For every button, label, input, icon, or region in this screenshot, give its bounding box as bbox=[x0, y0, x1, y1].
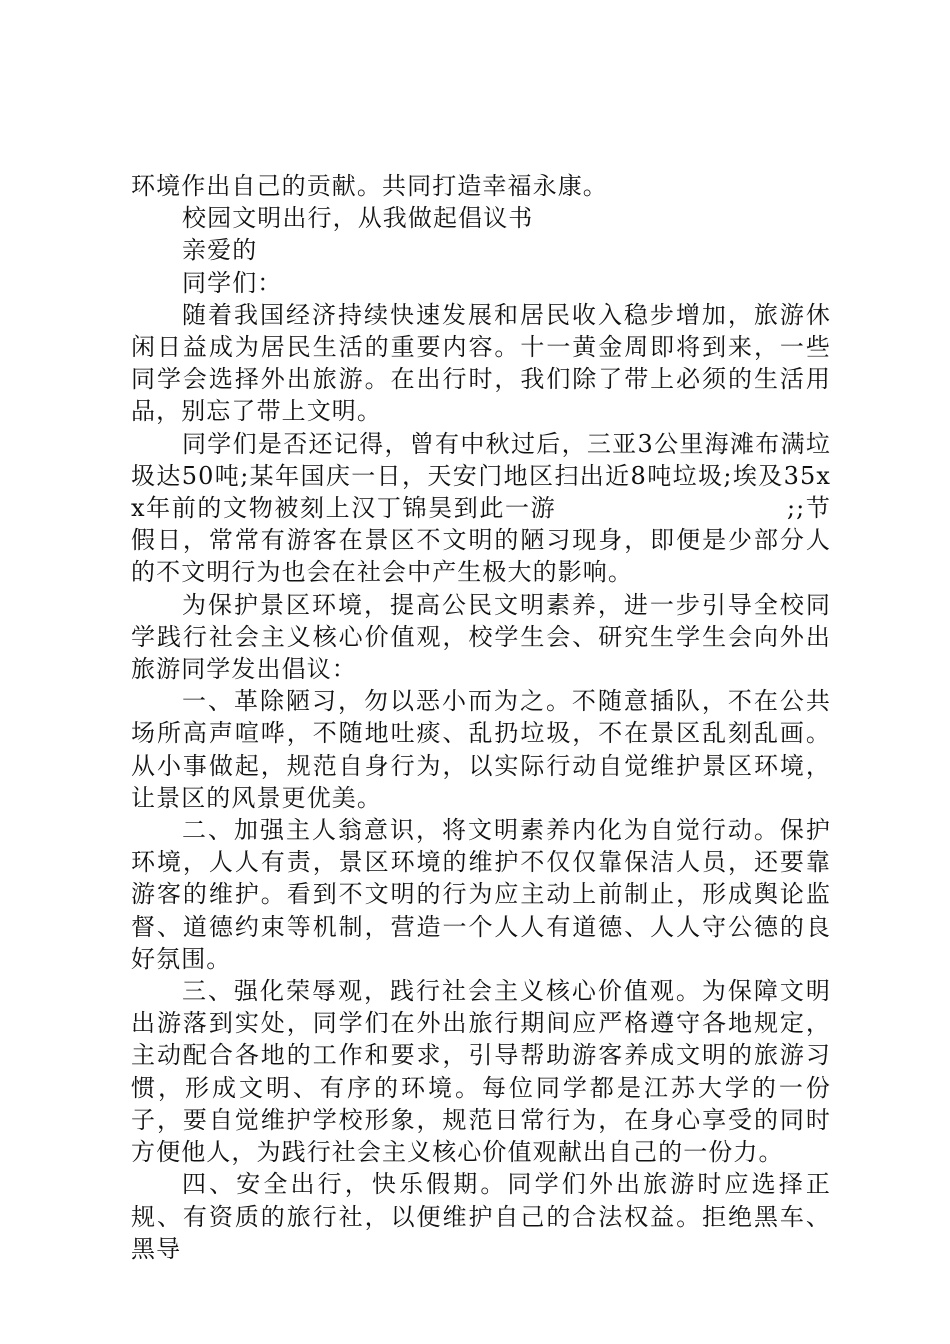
paragraph-11: 四、安全出行，快乐假期。同学们外出旅游时应选择正规、有资质的旅行社，以便维护自己的合法权益。拒绝黑车、黑导 bbox=[131, 1170, 831, 1263]
document-body bbox=[131, 170, 831, 1265]
paragraph-5: 随着我国经济持续快速发展和居民收入稳步增加，旅游休闲日益成为居民生活的重要内容。十一黄金周即将到来，一些同学会选择外出旅游。在出行时，我们除了带上必须的生活用品，别忘了带上文明。 bbox=[131, 300, 831, 426]
paragraph-1: 环境作出自己的贡献。共同打造幸福永康。 bbox=[131, 172, 608, 200]
paragraph-4-salutation: 同学们： bbox=[182, 268, 283, 297]
paragraph-3-salutation: 亲爱的 bbox=[182, 236, 258, 265]
paragraph-8: 一、革除陋习，勿以恶小而为之。不随意插队，不在公共场所高声喧哗，不随地吐痰、乱扔垃圾，不在景区乱刻乱画。从小事做起，规范自身行为，以实际行动自觉维护景区环境，让景区的风景更优美。 bbox=[131, 687, 831, 812]
paragraph-7: 为保护景区环境，提高公民文明素养，进一步引导全校同学践行社会主义核心价值观，校学生会、研究生学生会向外出旅游同学发出倡议： bbox=[131, 590, 831, 684]
paragraph-9: 二、加强主人翁意识，将文明素养内化为自觉行动。保护环境，人人有责，景区环境的维护不仅仅靠保洁人员，还要靠游客的维护。看到不文明的行为应主动上前制止，形成舆论监督、道德约束等机制，营造一个人人有道德、人人守公德的良好氛围。 bbox=[131, 816, 831, 973]
paragraph-6: 同学们是否还记得，曾有中秋过后，三亚3公里海滩布满垃圾达50吨;某年国庆一日，天安门地区扫出近8吨垃圾;埃及35xx年前的文物被刻上汉丁锦昊到此一游 ;;节假日，常常有游客在景区不文明的陋习现身，即便是少部分人的不文明行为也会在社会中产生极大的影响。 bbox=[131, 429, 831, 587]
paragraph-10: 三、强化荣辱观，践行社会主义核心价值观。为保障文明出游落到实处，同学们在外出旅行期间应严格遵守各地规定，主动配合各地的工作和要求，引导帮助游客养成文明的旅游习惯，形成文明、有序的环境。每位同学都是江苏大学的一份子，要自觉维护学校形象，规范日常行为，在身心享受的同时方便他人，为践行社会主义核心价值观献出自己的一份力。 bbox=[131, 977, 831, 1167]
paragraph-2-title: 校园文明出行，从我做起倡议书 bbox=[182, 204, 534, 233]
